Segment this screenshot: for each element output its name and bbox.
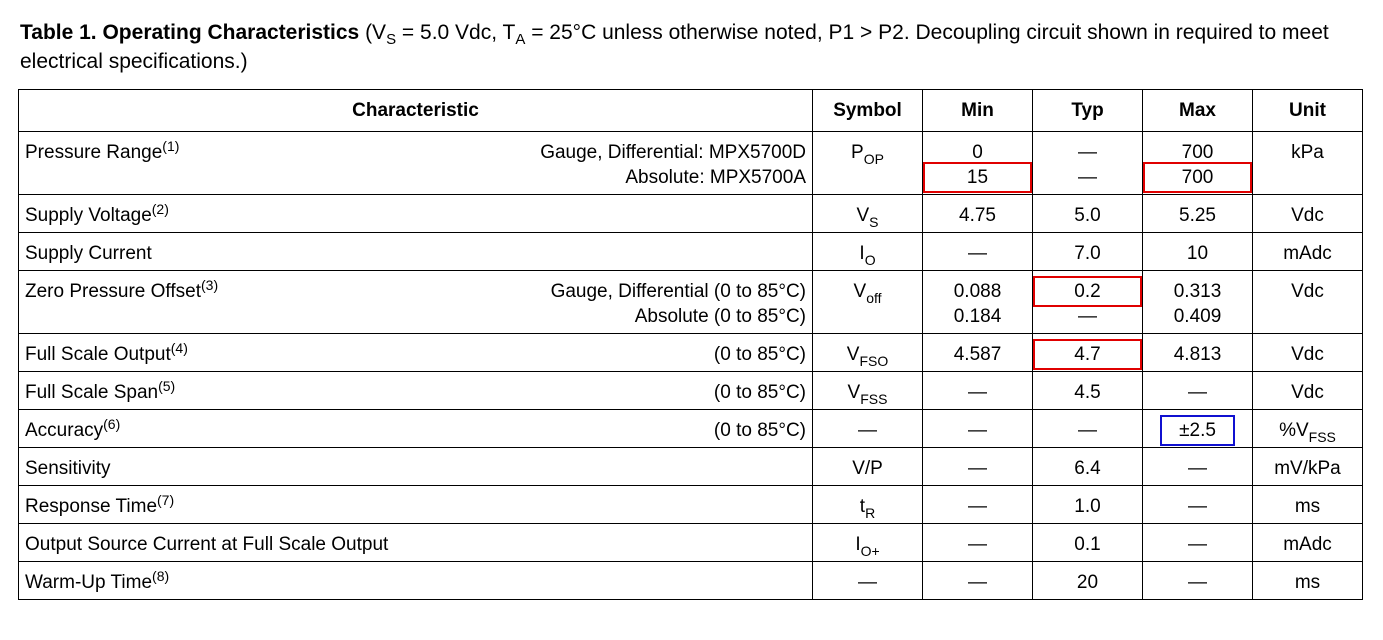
- typ-value: 20: [1076, 572, 1099, 593]
- characteristic-name: Response Time: [25, 496, 158, 517]
- max-cell: [1143, 486, 1253, 524]
- min-value: 4.75: [959, 205, 996, 226]
- typ-cell: [1033, 271, 1143, 334]
- header-row: [19, 90, 1363, 132]
- min-cell: [923, 410, 1033, 448]
- operating-characteristics-table: [18, 89, 1363, 600]
- characteristic-cell: [19, 195, 813, 233]
- table-caption: [20, 18, 1370, 76]
- max-value: —: [1188, 534, 1207, 555]
- min-value: —: [968, 420, 987, 441]
- caption-conditions-part: = 25°C unless otherwise noted, P1 > P2. Decoupling circuit shown in required to meet electrical specifications.): [20, 21, 1329, 73]
- characteristic-name: Zero Pressure Offset: [25, 281, 201, 302]
- typ-value: —: [1078, 420, 1097, 441]
- max-cell: [1143, 562, 1253, 600]
- unit-text: Vdc: [1291, 281, 1324, 302]
- max-value: 0.313: [1173, 281, 1222, 302]
- characteristic-cell: [19, 334, 813, 372]
- condition-text: (0 to 85°C): [713, 344, 806, 365]
- max-value: 5.25: [1179, 205, 1216, 226]
- unit-cell: [1253, 486, 1363, 524]
- min-value: 0.184: [953, 306, 1002, 327]
- characteristic-name: Full Scale Output: [25, 344, 171, 365]
- characteristic-name: Supply Current: [25, 243, 152, 264]
- typ-value: —: [1078, 142, 1097, 163]
- typ-cell: [1033, 372, 1143, 410]
- characteristic-cell: [19, 448, 813, 486]
- max-cell: [1143, 132, 1253, 195]
- footnote-ref: (2): [151, 201, 169, 217]
- footnote-ref: (7): [157, 492, 175, 508]
- footnote-ref: (6): [103, 416, 121, 432]
- typ-value: —: [1078, 306, 1097, 327]
- condition-text: Absolute (0 to 85°C): [634, 306, 806, 327]
- typ-cell: [1033, 524, 1143, 562]
- symbol-cell: [813, 448, 923, 486]
- min-cell: [923, 372, 1033, 410]
- max-cell: [1143, 195, 1253, 233]
- typ-value: 0.1: [1074, 534, 1101, 555]
- footnote-ref: (8): [152, 568, 170, 584]
- characteristic-cell: [19, 132, 813, 195]
- header-unit: Unit: [1253, 90, 1363, 132]
- symbol-cell: [813, 486, 923, 524]
- table-row: [19, 372, 1363, 410]
- characteristic-cell: [19, 410, 813, 448]
- symbol-cell: [813, 271, 923, 334]
- symbol-text: —: [858, 572, 877, 593]
- min-cell: [923, 195, 1033, 233]
- typ-value: 0.2: [1036, 279, 1139, 304]
- symbol-text: V: [856, 205, 870, 226]
- unit-cell: [1253, 524, 1363, 562]
- symbol-cell: [813, 410, 923, 448]
- max-value: —: [1188, 382, 1207, 403]
- max-value: ±2.5: [1163, 418, 1232, 443]
- symbol-subscript: FSS: [860, 391, 888, 407]
- condition-text: (0 to 85°C): [713, 420, 806, 441]
- typ-value: 7.0: [1074, 243, 1101, 264]
- max-value: 700: [1181, 142, 1214, 163]
- characteristic-name: Sensitivity: [25, 458, 111, 479]
- symbol-cell: [813, 334, 923, 372]
- unit-text: ms: [1294, 572, 1321, 593]
- typ-value: 5.0: [1074, 205, 1101, 226]
- typ-cell: [1033, 233, 1143, 271]
- typ-value: 4.5: [1074, 382, 1101, 403]
- min-cell: [923, 486, 1033, 524]
- unit-cell: [1253, 334, 1363, 372]
- typ-value: 1.0: [1074, 496, 1101, 517]
- min-value: —: [968, 534, 987, 555]
- symbol-cell: [813, 132, 923, 195]
- min-cell: [923, 524, 1033, 562]
- min-cell: [923, 334, 1033, 372]
- typ-cell: [1033, 562, 1143, 600]
- unit-cell: [1253, 562, 1363, 600]
- caption-title: Table 1. Operating Characteristics: [20, 21, 360, 44]
- symbol-subscript: S: [869, 214, 879, 230]
- characteristic-cell: [19, 372, 813, 410]
- symbol-text: V: [853, 281, 867, 302]
- characteristic-name: Pressure Range: [25, 142, 163, 163]
- min-cell: [923, 562, 1033, 600]
- unit-cell: [1253, 372, 1363, 410]
- typ-value: —: [1078, 167, 1097, 188]
- symbol-cell: [813, 195, 923, 233]
- max-value: 10: [1186, 243, 1209, 264]
- characteristic-cell: [19, 486, 813, 524]
- max-value: —: [1188, 458, 1207, 479]
- typ-cell: [1033, 448, 1143, 486]
- symbol-cell: [813, 233, 923, 271]
- symbol-text: t: [859, 496, 866, 517]
- symbol-text: I: [859, 243, 865, 264]
- symbol-subscript: O+: [860, 543, 880, 559]
- symbol-subscript: R: [865, 505, 876, 521]
- unit-cell: [1253, 271, 1363, 334]
- footnote-ref: (5): [158, 378, 176, 394]
- table-row: [19, 132, 1363, 195]
- unit-cell: [1253, 448, 1363, 486]
- header-max: Max: [1143, 90, 1253, 132]
- max-cell: [1143, 524, 1253, 562]
- min-value: —: [968, 496, 987, 517]
- symbol-subscript: O: [864, 252, 876, 268]
- table-row: [19, 524, 1363, 562]
- max-cell: [1143, 334, 1253, 372]
- max-value: 0.409: [1173, 306, 1222, 327]
- symbol-subscript: off: [866, 290, 882, 306]
- unit-text: %V: [1279, 420, 1309, 441]
- footnote-ref: (3): [201, 277, 219, 293]
- typ-cell: [1033, 334, 1143, 372]
- unit-text: Vdc: [1291, 382, 1324, 403]
- characteristic-name: Supply Voltage: [25, 205, 152, 226]
- unit-cell: [1253, 195, 1363, 233]
- characteristic-cell: [19, 233, 813, 271]
- symbol-text: I: [855, 534, 861, 555]
- characteristic-cell: [19, 271, 813, 334]
- max-value: —: [1188, 572, 1207, 593]
- unit-cell: [1253, 410, 1363, 448]
- header-symbol: Symbol: [813, 90, 923, 132]
- typ-cell: [1033, 195, 1143, 233]
- max-cell: [1143, 233, 1253, 271]
- table-row: [19, 271, 1363, 334]
- symbol-text: V: [846, 344, 860, 365]
- table-row: [19, 233, 1363, 271]
- max-value: 4.813: [1173, 344, 1222, 365]
- unit-text: Vdc: [1291, 205, 1324, 226]
- symbol-cell: [813, 524, 923, 562]
- caption-subscript: A: [515, 31, 526, 48]
- characteristic-name: Full Scale Span: [25, 382, 159, 403]
- table-row: [19, 195, 1363, 233]
- typ-cell: [1033, 410, 1143, 448]
- typ-value: 4.7: [1036, 342, 1139, 367]
- table-row: [19, 334, 1363, 372]
- symbol-text: P: [851, 142, 864, 163]
- max-cell: [1143, 372, 1253, 410]
- min-value: —: [968, 572, 987, 593]
- unit-text: mV/kPa: [1274, 458, 1341, 479]
- characteristic-cell: [19, 524, 813, 562]
- min-value: 4.587: [953, 344, 1002, 365]
- symbol-cell: [813, 372, 923, 410]
- unit-text: mAdc: [1283, 534, 1332, 555]
- characteristic-name: Accuracy: [25, 420, 104, 441]
- unit-text: kPa: [1291, 142, 1324, 163]
- unit-text: ms: [1294, 496, 1321, 517]
- min-value: —: [968, 243, 987, 264]
- min-value: 0: [972, 142, 983, 163]
- unit-subscript: FSS: [1308, 429, 1336, 445]
- typ-cell: [1033, 486, 1143, 524]
- condition-text: Gauge, Differential (0 to 85°C): [550, 281, 806, 302]
- symbol-text: V: [847, 382, 861, 403]
- symbol-text: —: [858, 420, 877, 441]
- table-row: [19, 486, 1363, 524]
- min-cell: [923, 233, 1033, 271]
- max-cell: [1143, 410, 1253, 448]
- condition-text: Gauge, Differential: MPX5700D: [540, 142, 806, 163]
- max-cell: [1143, 271, 1253, 334]
- footnote-ref: (1): [162, 138, 180, 154]
- max-cell: [1143, 448, 1253, 486]
- min-cell: [923, 271, 1033, 334]
- unit-text: mAdc: [1283, 243, 1332, 264]
- caption-subscript: S: [386, 31, 397, 48]
- min-value: 15: [926, 165, 1029, 190]
- unit-cell: [1253, 132, 1363, 195]
- max-value: —: [1188, 496, 1207, 517]
- characteristic-name: Output Source Current at Full Scale Output: [25, 534, 389, 555]
- header-typ: Typ: [1033, 90, 1143, 132]
- table-row: [19, 410, 1363, 448]
- footnote-ref: (4): [170, 340, 188, 356]
- characteristic-name: Warm-Up Time: [25, 572, 153, 593]
- min-value: —: [968, 382, 987, 403]
- header-characteristic: Characteristic: [19, 90, 813, 132]
- unit-cell: [1253, 233, 1363, 271]
- condition-text: (0 to 85°C): [713, 382, 806, 403]
- max-value: 700: [1146, 165, 1249, 190]
- header-min: Min: [923, 90, 1033, 132]
- table-row: [19, 562, 1363, 600]
- table-body: [19, 132, 1363, 600]
- symbol-cell: [813, 562, 923, 600]
- min-cell: [923, 448, 1033, 486]
- condition-text: Absolute: MPX5700A: [625, 167, 806, 188]
- symbol-subscript: OP: [863, 151, 884, 167]
- symbol-subscript: FSO: [859, 353, 889, 369]
- symbol-text: V/P: [852, 458, 883, 479]
- unit-text: Vdc: [1291, 344, 1324, 365]
- min-cell: [923, 132, 1033, 195]
- typ-value: 6.4: [1074, 458, 1101, 479]
- min-value: —: [968, 458, 987, 479]
- characteristic-cell: [19, 562, 813, 600]
- min-value: 0.088: [953, 281, 1002, 302]
- typ-cell: [1033, 132, 1143, 195]
- caption-conditions-part: (V: [359, 21, 387, 44]
- table-row: [19, 448, 1363, 486]
- caption-conditions-part: = 5.0 Vdc, T: [396, 21, 516, 44]
